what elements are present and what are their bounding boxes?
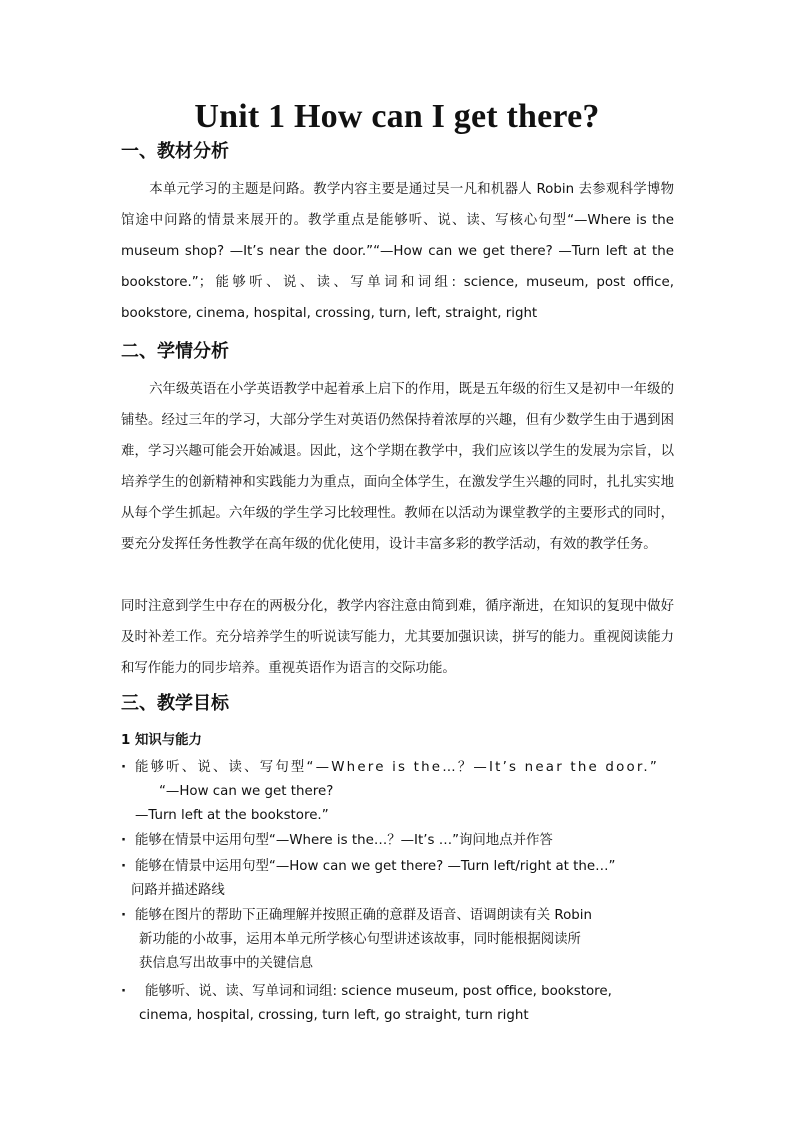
- goal-item-5-text-1: 能够听、说、读、写单词和词组: science museum, post office, bookstore,: [145, 984, 612, 999]
- goal-item-4-line-2: 新功能的小故事，运用本单元所学核心句型讲述该故事，同时能根据阅读所: [139, 932, 581, 947]
- goal-item-4-text-1: 能够在图片的帮助下正确理解并按照正确的意群及语音、语调朗读有关 Robin: [135, 908, 592, 923]
- goal-item-2-text: 能够在情景中运用句型“—Where is the…？—It’s …”询问地点并作答: [135, 833, 553, 848]
- goal-item-2-line-1: [121, 829, 676, 853]
- section-heading-textbook-analysis: 一、教材分析: [121, 141, 229, 162]
- goal-item-3-line-2: 问路并描述路线: [131, 883, 225, 898]
- goal-item-2: [121, 829, 676, 853]
- section-heading-student-analysis: 二、学情分析: [121, 341, 229, 362]
- subheading-knowledge-ability: 1 知识与能力: [121, 733, 202, 748]
- goal-item-1-text-1: 能够听、说、读、写句型“—Where is the…？—It’s near the door.”: [135, 760, 659, 775]
- goal-item-4-line-1: [121, 904, 676, 928]
- goal-item-4-line-3: 获信息写出故事中的关键信息: [139, 956, 314, 971]
- bullet-dot: ·: [121, 833, 127, 848]
- goal-item-3-text-1: 能够在情景中运用句型“—How can we get there? —Turn left/right at the…”: [135, 859, 616, 874]
- goal-item-1-line-3: —Turn left at the bookstore.”: [135, 808, 329, 823]
- goal-item-5-line-2: cinema, hospital, crossing, turn left, go straight, turn right: [139, 1008, 529, 1023]
- bullet-dot: ·: [121, 760, 127, 775]
- textbook-analysis-text: 本单元学习的主题是问路。教学内容主要是通过吴一凡和机器人 Robin 去参观科学博物馆途中问路的情景来展开的。教学重点是能够听、说、读、写核心句型“—Where is the museum shop? —It’s near the door.”“—How can we get there? —Turn left at the bookstore.”；能够听、说、读、写单词和词组: science, museum, post office, bookstore, cinema, hospital, crossing, turn, left, straight, right: [121, 182, 674, 321]
- goal-item-3: [121, 855, 676, 903]
- bullet-dot: ·: [121, 984, 127, 999]
- goal-item-3-line-1: [121, 855, 676, 879]
- textbook-analysis-paragraph: [121, 174, 674, 329]
- goal-item-1: [121, 756, 676, 828]
- page-title: Unit 1 How can I get there?: [194, 98, 600, 135]
- bullet-dot: ·: [121, 859, 127, 874]
- goal-item-5: [121, 980, 676, 1028]
- goal-item-1-line-1: [121, 756, 676, 780]
- student-analysis-text-1: 六年级英语在小学英语教学中起着承上启下的作用，既是五年级的衍生又是初中一年级的铺垫。经过三年的学习，大部分学生对英语仍然保持着浓厚的兴趣，但有少数学生由于遇到困难，学习兴趣可能会开始减退。因此，这个学期在教学中，我们应该以学生的发展为宗旨，以培养学生的创新精神和实践能力为重点，面向全体学生，在激发学生兴趣的同时，扎扎实实地从每个学生抓起。六年级的学生学习比较理性。教师在以活动为课堂教学的主要形式的同时，要充分发挥任务性教学在高年级的优化使用，设计丰富多彩的教学活动，有效的教学任务。: [121, 382, 674, 552]
- goal-item-1-line-2: “—How can we get there?: [159, 784, 334, 799]
- section-heading-teaching-goals: 三、教学目标: [121, 693, 229, 714]
- goal-item-4: [121, 904, 676, 976]
- student-analysis-paragraph-2: 同时注意到学生中存在的两极分化，教学内容注意由简到难，循序渐进，在知识的复现中做好及时补差工作。充分培养学生的听说读写能力，尤其要加强识读，拼写的能力。重视阅读能力和写作能力的同步培养。重视英语作为语言的交际功能。: [121, 599, 674, 676]
- goal-item-5-line-1: [121, 980, 676, 1004]
- student-analysis-paragraph-1: [121, 374, 674, 560]
- bullet-dot: ·: [121, 908, 127, 923]
